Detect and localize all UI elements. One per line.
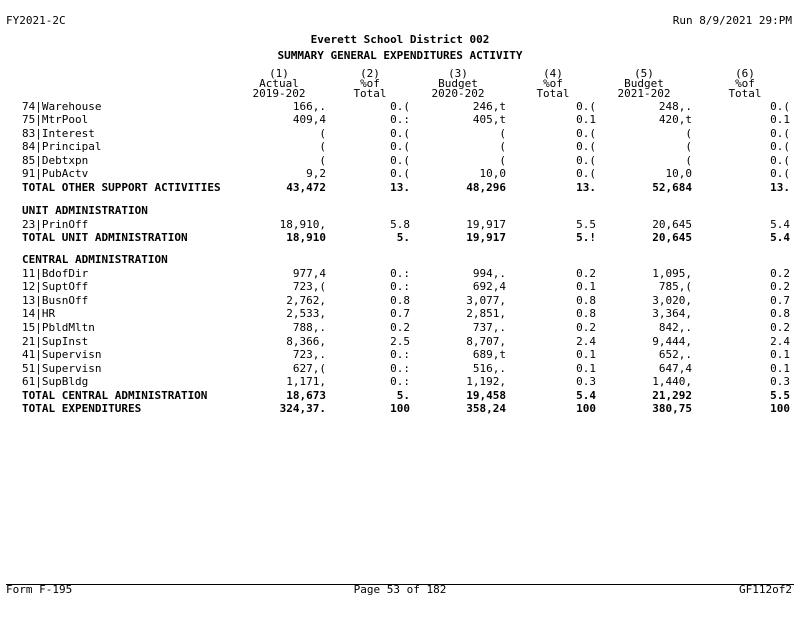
cell-actual-2019: 723,. [292, 348, 326, 361]
cell-pct-2: 0.1 [576, 362, 596, 375]
cell-actual-2019: 788,. [292, 321, 326, 334]
cell-pct-1: 0.( [390, 140, 410, 153]
cell-pct-1: 0.8 [390, 294, 410, 307]
cell-budget-2021: 3,364, [652, 307, 692, 320]
cell-pct-3: 100 [770, 402, 790, 415]
cell-budget-2020: 48,296 [466, 181, 506, 194]
fiscal-year: FY2021-2C [6, 14, 66, 27]
cell-pct-1: 5. [396, 231, 410, 244]
cell-budget-2020: 994,. [472, 267, 506, 280]
row-label: 21|SupInst [22, 335, 89, 348]
cell-pct-2: 13. [576, 181, 596, 194]
row-label: 74|Warehouse [22, 100, 102, 113]
cell-pct-1: 2.5 [390, 335, 410, 348]
cell-pct-2: 5.! [576, 231, 596, 244]
col-1-line1: Actual [259, 77, 299, 90]
cell-pct-1: 0.: [390, 348, 410, 361]
cell-actual-2019: 627,( [292, 362, 326, 375]
cell-pct-1: 0.: [390, 113, 410, 126]
cell-budget-2021: 842,. [658, 321, 692, 334]
cell-actual-2019: 1,171, [286, 375, 326, 388]
col-5-line2: 2021-202 [617, 87, 671, 100]
cell-pct-3: 0.7 [770, 294, 790, 307]
cell-actual-2019: 166,. [292, 100, 326, 113]
col-2-line1: %of [360, 77, 380, 90]
cell-budget-2020: ( [499, 154, 506, 167]
row-label: 91|PubActv [22, 167, 89, 180]
col-5-num: (5) [634, 67, 654, 80]
cell-budget-2020: 19,917 [466, 231, 506, 244]
cell-budget-2020: 516,. [472, 362, 506, 375]
row-label: 84|Principal [22, 140, 102, 153]
cell-pct-2: 5.5 [576, 218, 596, 231]
row-label: CENTRAL ADMINISTRATION [22, 253, 168, 266]
row-label: 11|BdofDir [22, 267, 89, 280]
cell-budget-2020: 692,4 [472, 280, 506, 293]
row-label: 12|SuptOff [22, 280, 89, 293]
col-3-num: (3) [448, 67, 468, 80]
col-2-num: (2) [360, 67, 380, 80]
cell-budget-2020: 246,t [472, 100, 506, 113]
cell-budget-2021: 20,645 [652, 231, 692, 244]
cell-pct-3: 5.5 [770, 389, 790, 402]
cell-budget-2020: 3,077, [466, 294, 506, 307]
cell-pct-1: 13. [390, 181, 410, 194]
row-label: TOTAL OTHER SUPPORT ACTIVITIES [22, 181, 221, 194]
cell-pct-1: 0.: [390, 375, 410, 388]
cell-budget-2021: 652,. [658, 348, 692, 361]
cell-budget-2020: 2,851, [466, 307, 506, 320]
cell-pct-1: 0.( [390, 167, 410, 180]
cell-budget-2020: 737,. [472, 321, 506, 334]
row-label: TOTAL CENTRAL ADMINISTRATION [22, 389, 208, 402]
cell-actual-2019: 18,910, [279, 218, 326, 231]
row-label: 51|Supervisn [22, 362, 102, 375]
row-label: 13|BusnOff [22, 294, 89, 307]
cell-pct-2: 0.1 [576, 113, 596, 126]
cell-pct-1: 5. [396, 389, 410, 402]
cell-pct-2: 0.( [576, 167, 596, 180]
cell-budget-2021: ( [685, 127, 692, 140]
cell-pct-2: 0.1 [576, 348, 596, 361]
cell-budget-2020: 19,917 [466, 218, 506, 231]
cell-pct-2: 0.8 [576, 307, 596, 320]
cell-pct-2: 100 [576, 402, 596, 415]
cell-budget-2021: ( [685, 154, 692, 167]
col-4-num: (4) [543, 67, 563, 80]
cell-budget-2020: 689,t [472, 348, 506, 361]
cell-pct-3: 5.4 [770, 231, 790, 244]
cell-actual-2019: 43,472 [286, 181, 326, 194]
cell-budget-2021: ( [685, 140, 692, 153]
cell-actual-2019: 9,2 [306, 167, 326, 180]
row-label: TOTAL UNIT ADMINISTRATION [22, 231, 188, 244]
col-6-num: (6) [735, 67, 755, 80]
cell-actual-2019: ( [319, 127, 326, 140]
district-name: Everett School District 002 [310, 33, 490, 46]
cell-budget-2021: 420,t [658, 113, 692, 126]
cell-pct-1: 0.( [390, 154, 410, 167]
cell-pct-3: 5.4 [770, 218, 790, 231]
cell-budget-2021: 380,75 [652, 402, 692, 415]
report-code: GF112of2 [739, 583, 792, 596]
cell-budget-2021: 9,444, [652, 335, 692, 348]
cell-pct-1: 0.: [390, 362, 410, 375]
cell-pct-3: 0.3 [770, 375, 790, 388]
cell-budget-2021: 248,. [658, 100, 692, 113]
run-timestamp: Run 8/9/2021 29:PM [672, 14, 792, 27]
cell-pct-2: 5.4 [576, 389, 596, 402]
cell-pct-1: 0.7 [390, 307, 410, 320]
cell-actual-2019: 18,910 [286, 231, 326, 244]
cell-budget-2021: 10,0 [665, 167, 692, 180]
cell-pct-1: 0.: [390, 267, 410, 280]
cell-pct-2: 0.( [576, 100, 596, 113]
cell-pct-2: 0.2 [576, 321, 596, 334]
cell-budget-2020: 358,24 [466, 402, 506, 415]
report-title: SUMMARY GENERAL EXPENDITURES ACTIVITY [277, 49, 523, 62]
cell-actual-2019: 324,37. [279, 402, 326, 415]
cell-pct-1: 0.( [390, 127, 410, 140]
cell-pct-2: 0.8 [576, 294, 596, 307]
row-label: UNIT ADMINISTRATION [22, 204, 148, 217]
cell-pct-2: 0.3 [576, 375, 596, 388]
row-label: 14|HR [22, 307, 56, 320]
col-1-num: (1) [269, 67, 289, 80]
cell-budget-2020: 19,458 [466, 389, 506, 402]
cell-actual-2019: 2,762, [286, 294, 326, 307]
col-4-line2: Total [536, 87, 570, 100]
cell-budget-2021: 1,095, [652, 267, 692, 280]
cell-pct-1: 0.( [390, 100, 410, 113]
col-5-line1: Budget [624, 77, 664, 90]
cell-pct-2: 0.2 [576, 267, 596, 280]
cell-budget-2021: 3,020, [652, 294, 692, 307]
cell-actual-2019: 723,( [292, 280, 326, 293]
col-1-line2: 2019-202 [252, 87, 306, 100]
cell-pct-3: 0.2 [770, 321, 790, 334]
col-4-line1: %of [543, 77, 563, 90]
cell-actual-2019: 8,366, [286, 335, 326, 348]
cell-pct-3: 0.1 [770, 362, 790, 375]
cell-pct-1: 0.2 [390, 321, 410, 334]
cell-actual-2019: ( [319, 140, 326, 153]
cell-budget-2021: 52,684 [652, 181, 692, 194]
cell-budget-2021: 20,645 [652, 218, 692, 231]
col-6-line2: Total [728, 87, 762, 100]
cell-pct-3: 0.( [770, 100, 790, 113]
cell-budget-2020: 10,0 [479, 167, 506, 180]
row-label: 41|Supervisn [22, 348, 102, 361]
cell-pct-3: 0.( [770, 127, 790, 140]
cell-actual-2019: 2,533, [286, 307, 326, 320]
cell-pct-1: 0.: [390, 280, 410, 293]
cell-pct-3: 0.2 [770, 280, 790, 293]
row-label: 75|MtrPool [22, 113, 89, 126]
cell-actual-2019: 977,4 [292, 267, 326, 280]
cell-actual-2019: 409,4 [292, 113, 326, 126]
row-label: TOTAL EXPENDITURES [22, 402, 142, 415]
cell-budget-2021: 1,440, [652, 375, 692, 388]
page-number: Page 53 of 182 [353, 583, 447, 596]
cell-budget-2020: 1,192, [466, 375, 506, 388]
cell-actual-2019: 18,673 [286, 389, 326, 402]
col-6-line1: %of [735, 77, 755, 90]
row-label: 61|SupBldg [22, 375, 89, 388]
cell-pct-2: 0.( [576, 140, 596, 153]
cell-budget-2020: 405,t [472, 113, 506, 126]
cell-pct-3: 0.1 [770, 348, 790, 361]
cell-budget-2021: 647,4 [658, 362, 692, 375]
cell-budget-2020: 8,707, [466, 335, 506, 348]
row-label: 15|PbldMltn [22, 321, 95, 334]
cell-pct-2: 2.4 [576, 335, 596, 348]
col-3-line2: 2020-202 [431, 87, 485, 100]
cell-budget-2021: 785,( [658, 280, 692, 293]
cell-pct-2: 0.1 [576, 280, 596, 293]
cell-actual-2019: ( [319, 154, 326, 167]
cell-pct-3: 0.( [770, 140, 790, 153]
row-label: 23|PrinOff [22, 218, 89, 231]
cell-pct-3: 0.2 [770, 267, 790, 280]
cell-pct-3: 0.8 [770, 307, 790, 320]
cell-budget-2020: ( [499, 127, 506, 140]
cell-pct-1: 5.8 [390, 218, 410, 231]
cell-pct-1: 100 [390, 402, 410, 415]
row-label: 85|Debtxpn [22, 154, 89, 167]
row-label: 83|Interest [22, 127, 95, 140]
cell-pct-2: 0.( [576, 154, 596, 167]
cell-pct-2: 0.( [576, 127, 596, 140]
form-number: Form F-195 [6, 583, 73, 596]
cell-pct-3: 2.4 [770, 335, 790, 348]
cell-pct-3: 0.( [770, 154, 790, 167]
col-3-line1: Budget [438, 77, 478, 90]
col-2-line2: Total [353, 87, 387, 100]
cell-pct-3: 0.1 [770, 113, 790, 126]
cell-pct-3: 0.( [770, 167, 790, 180]
cell-budget-2021: 21,292 [652, 389, 692, 402]
cell-budget-2020: ( [499, 140, 506, 153]
cell-pct-3: 13. [770, 181, 790, 194]
